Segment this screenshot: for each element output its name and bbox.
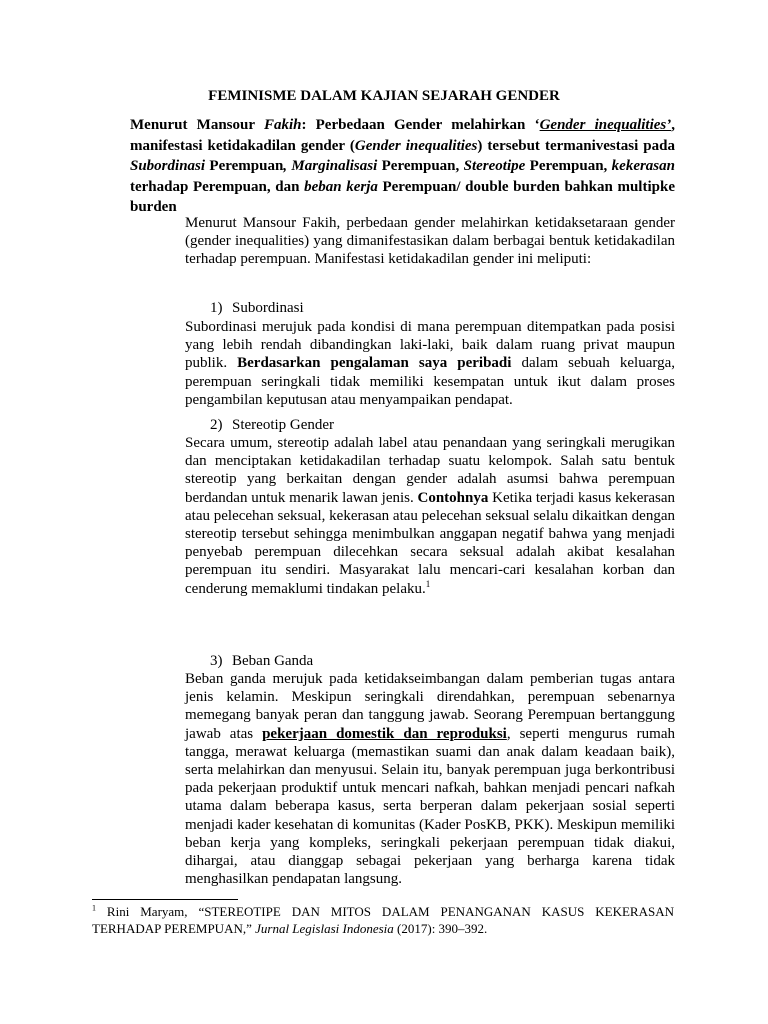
section-text: dalam sebuah keluarga, perempuan seringkali tidak memiliki kesempatan untuk ikut dalam proses pengambilan keputusan atau menyampaikan pendapat. bbox=[185, 355, 675, 408]
section-text: Subordinasi merujuk pada kondisi di mana perempuan ditempatkan pada posisi yang lebih rendah dibandingkan laki-laki, baik dalam ruang privat maupun publik. bbox=[185, 319, 675, 372]
section-text: Ketika terjadi kasus kekerasan atau pelecehan seksual, kekerasan atau pelecehan seksual selalu dikaitkan dengan stereotip tersebut sehingga menimbulkan anggapan negatif bahwa yang menjadi penyebab perempuan dilecehkan secara seksual adalah akibat kesalahan perempuan itu sendiri. Masyarakat lalu mencari-cari kesalahan korban dan cenderung memaklumi tindakan pelaku. bbox=[185, 489, 675, 597]
lead-text: : Perbedaan Gender melahirkan ‘ bbox=[301, 117, 540, 133]
section-heading-beban-ganda bbox=[210, 652, 313, 670]
lead-author: Fakih bbox=[263, 117, 302, 133]
footnote-text: (2017): 390–392. bbox=[393, 920, 488, 936]
document-title: FEMINISME DALAM KAJIAN SEJARAH GENDER bbox=[208, 88, 560, 104]
lead-term: Subordinasi bbox=[130, 158, 206, 174]
section-heading-stereotip bbox=[210, 416, 334, 434]
lead-text: , bbox=[283, 158, 292, 174]
lead-term: Gender inequalities’ bbox=[539, 117, 672, 133]
section-text: Secara umum, stereotip adalah label atau penandaan yang seringkali merugikan dan menciptakan ketidakadilan terhadap suatu kelompok. Salah satu bentuk stereotip yang berkaitan dengan gender adalah asumsi bahwa perempuan berdandan untuk menarik lawan jenis. bbox=[185, 435, 675, 506]
section-body-stereotip bbox=[185, 434, 675, 598]
lead-text: ) tersebut termanivestasi pada bbox=[477, 137, 675, 154]
lead-text: terhadap Perempuan, dan bbox=[130, 178, 305, 195]
section-heading-subordinasi bbox=[210, 299, 304, 317]
section-emphasis: Contohnya bbox=[417, 489, 489, 506]
lead-text: Perempuan, bbox=[525, 158, 612, 174]
lead-term: Stereotipe bbox=[463, 158, 526, 174]
footnote-marker: 1 bbox=[92, 903, 96, 913]
lead-term: Gender inequalities bbox=[354, 137, 478, 154]
section-title: Stereotip Gender bbox=[232, 417, 335, 433]
section-title: Beban Ganda bbox=[232, 653, 314, 669]
section-number: 3) bbox=[210, 653, 223, 669]
footnote bbox=[92, 904, 674, 937]
section-text: , seperti mengurus rumah tangga, merawat keluarga (memastikan suami dan anak dalam keadaan baik), serta melahirkan dan menyusui. Selain itu, banyak perempuan juga berkontribusi pada pekerjaan produktif untuk mencari nafkah, bahkan menjadi pencari nafkah utama dalam beberapa kasus, serta berperan dalam pekerjaan sosial seperti menjadi kader kesehatan di komunitas (Kader PosKB, PKK). Meskipun memiliki beban kerja yang kompleks, seringkali pekerjaan perempuan tidak diakui, dihargai, atau dianggap sebagai pekerjaan yang berharga karena tidak menghasilkan pendapatan langsung. bbox=[185, 725, 675, 888]
section-body-beban-ganda bbox=[185, 670, 675, 888]
lead-text: Perempuan, bbox=[377, 158, 464, 174]
section-text: Beban ganda merujuk pada ketidakseimbangan dalam pemberian tugas antara jenis kelamin. Meskipun seringkali direndahkan, perempuan sebenarnya memegang banyak peran dan tanggung jawab. Seorang Perempuan bertanggung jawab atas bbox=[185, 671, 675, 742]
lead-term: kekerasan bbox=[611, 158, 675, 174]
footnote-separator bbox=[92, 899, 238, 900]
intro-paragraph: Menurut Mansour Fakih, perbedaan gender melahirkan ketidaksetaraan gender (gender inequalities) yang dimanifestasikan dalam berbagai bentuk ketidakadilan terhadap perempuan. Manifestasi ketidakadilan gender ini meliputi: bbox=[185, 215, 675, 268]
section-emphasis: pekerjaan domestik dan reproduksi bbox=[262, 725, 507, 742]
lead-term: Marginalisasi bbox=[291, 158, 378, 174]
lead-text: Perempuan/ double burden bahkan multipke burden bbox=[130, 178, 675, 215]
section-body-subordinasi bbox=[185, 318, 675, 409]
lead-term: beban kerja bbox=[304, 178, 378, 195]
section-title: Subordinasi bbox=[232, 300, 304, 316]
footnote-reference[interactable]: 1 bbox=[425, 578, 431, 589]
section-number: 2) bbox=[210, 417, 223, 433]
lead-paragraph bbox=[130, 115, 675, 218]
lead-text: , manifestasi ketidakadilan gender ( bbox=[130, 117, 676, 154]
footnote-journal: Jurnal Legislasi Indonesia bbox=[255, 920, 394, 936]
section-emphasis: Berdasarkan pengalaman saya peribadi bbox=[237, 355, 512, 372]
lead-text: Menurut Mansour bbox=[130, 117, 264, 133]
footnote-text: Rini Maryam, “STEREOTIPE DAN MITOS DALAM PENANGANAN KASUS KEKERASAN TERHADAP PEREMPUAN,” bbox=[92, 904, 674, 936]
section-number: 1) bbox=[210, 300, 223, 316]
lead-text: Perempuan bbox=[205, 158, 284, 174]
